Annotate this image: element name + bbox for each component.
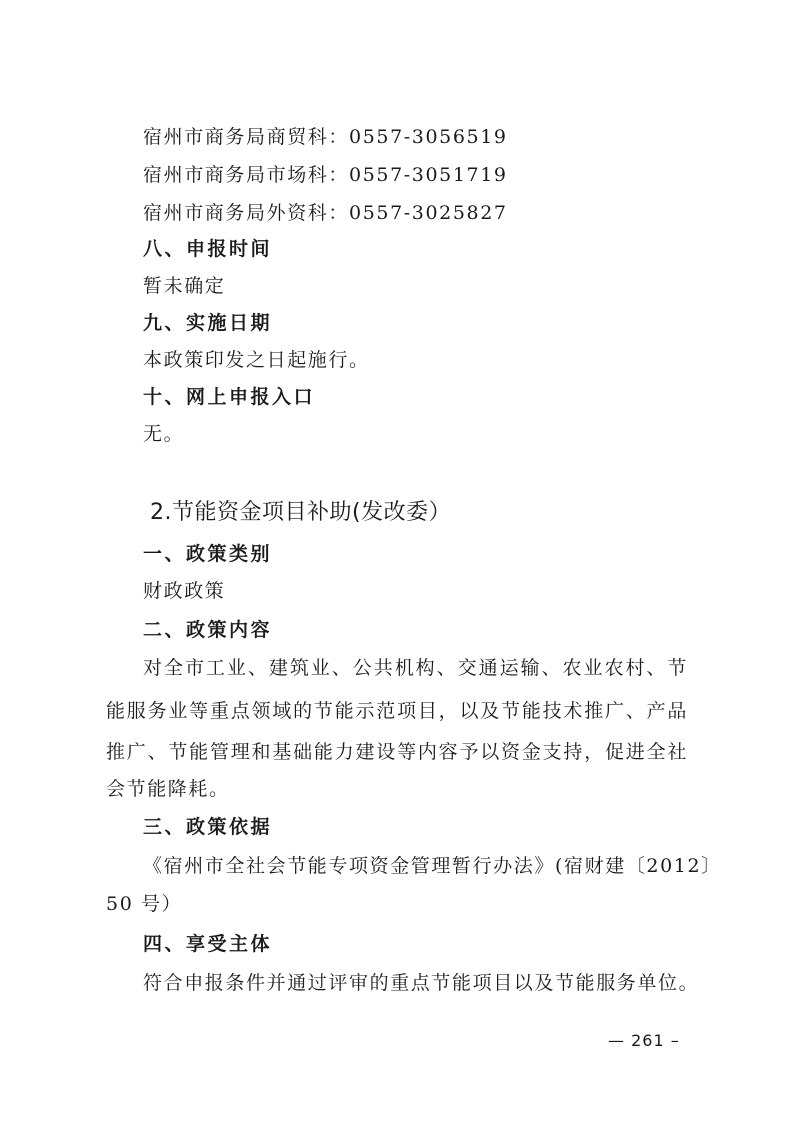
section-heading-eligible-subjects: 四、享受主体 xyxy=(143,933,273,955)
section-body-policy-category: 财政政策 xyxy=(143,580,226,602)
section-heading-effective-date: 九、实施日期 xyxy=(143,312,273,334)
section-heading-online-entry: 十、网上申报入口 xyxy=(143,386,316,408)
contact-line-foreign: 宿州市商务局外资科：0557-3025827 xyxy=(143,202,508,224)
section-body-application-time: 暂未确定 xyxy=(143,275,226,297)
policy-content-line: 会节能降耗。 xyxy=(106,778,230,800)
policy-content-line: 能服务业等重点领域的节能示范项目，以及节能技术推广、产品 xyxy=(106,700,688,722)
section-body-online-entry: 无。 xyxy=(143,423,185,445)
policy-content-line: 对全市工业、建筑业、公共机构、交通运输、农业农村、节 xyxy=(143,657,688,679)
policy-content-line: 推广、节能管理和基础能力建设等内容予以资金支持，促进全社 xyxy=(106,741,688,763)
section-body-effective-date: 本政策印发之日起施行。 xyxy=(143,349,370,371)
section-heading-application-time: 八、申报时间 xyxy=(143,238,273,260)
policy-basis-line: 《宿州市全社会节能专项资金管理暂行办法》(宿财建〔2012〕 xyxy=(143,855,722,877)
section-body-eligible-subjects: 符合申报条件并通过评审的重点节能项目以及节能服务单位。 xyxy=(143,972,700,994)
section-heading-policy-basis: 三、政策依据 xyxy=(143,816,273,838)
section-heading-policy-content: 二、政策内容 xyxy=(143,619,273,641)
policy-basis-line: 50 号） xyxy=(106,893,183,915)
contact-line-trade: 宿州市商务局商贸科：0557-3056519 xyxy=(143,126,508,148)
page-number: — 261 – xyxy=(608,1031,680,1050)
policy-title: 2.节能资金项目补助(发改委） xyxy=(150,500,452,525)
section-heading-policy-category: 一、政策类别 xyxy=(143,543,273,565)
contact-line-market: 宿州市商务局市场科：0557-3051719 xyxy=(143,164,508,186)
